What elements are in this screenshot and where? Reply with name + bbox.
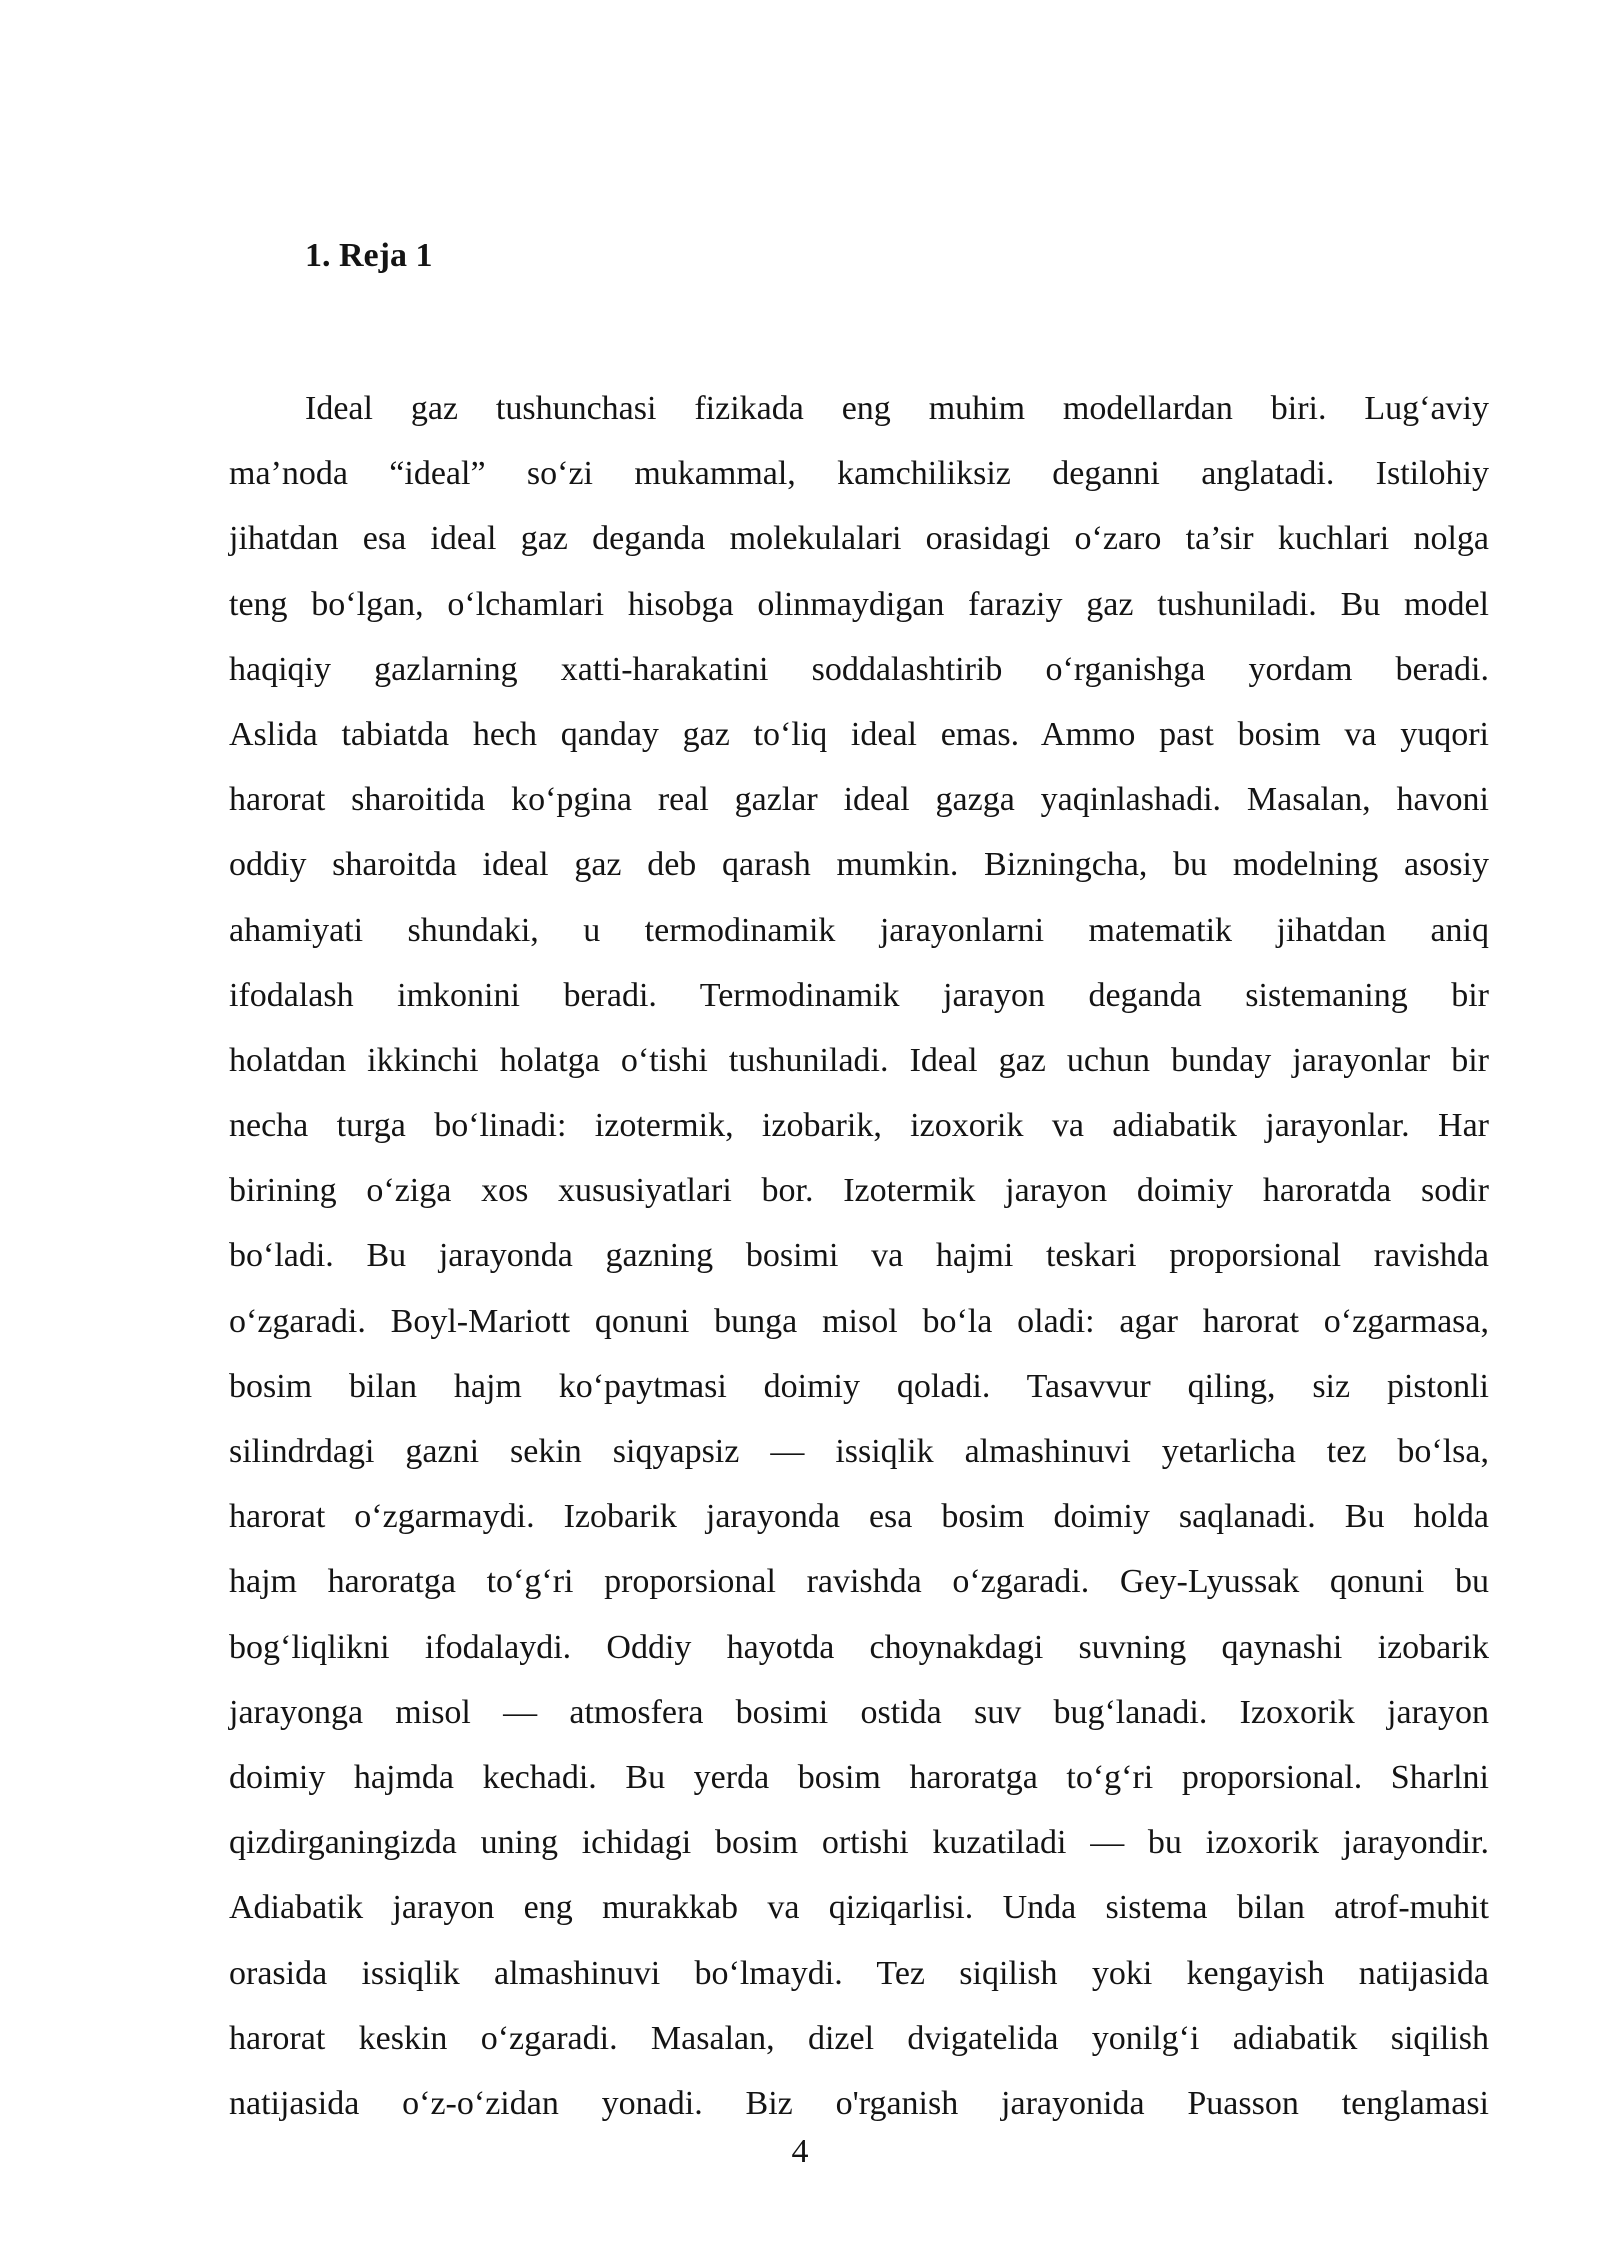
paragraph-line: o‘zgaradi. Boyl-Mariott qonuni bunga misol bo‘la oladi: agar harorat o‘zgarmasa, [229,1302,1489,1340]
paragraph-line: harorat keskin o‘zgaradi. Masalan, dizel dvigatelida yonilg‘i adiabatik siqilish [229,2019,1489,2057]
paragraph-line: hajm haroratga to‘g‘ri proporsional ravishda o‘zgaradi. Gey-Lyussak qonuni bu [229,1563,1489,1601]
paragraph-line: birining o‘ziga xos xususiyatlari bor. Izotermik jarayon doimiy haroratda sodir [229,1172,1489,1210]
body-paragraph [229,376,1489,2136]
paragraph-line: ma’noda “ideal” so‘zi mukammal, kamchiliksiz deganni anglatadi. Istilohiy [229,455,1489,493]
paragraph-line: natijasida o‘z-o‘zidan yonadi. Biz o'rganish jarayonida Puasson tenglamasi [229,2084,1489,2122]
paragraph-line: ifodalash imkonini beradi. Termodinamik jarayon deganda sistemaning bir [229,976,1489,1014]
section-heading: 1. Reja 1 [305,237,433,274]
paragraph-line: teng bo‘lgan, o‘lchamlari hisobga olinmaydigan faraziy gaz tushuniladi. Bu model [229,585,1489,623]
paragraph-line: bog‘liqlikni ifodalaydi. Oddiy hayotda choynakdagi suvning qaynashi izobarik [229,1628,1489,1666]
paragraph-line: bosim bilan hajm ko‘paytmasi doimiy qoladi. Tasavvur qiling, siz pistonli [229,1367,1489,1405]
paragraph-line: bo‘ladi. Bu jarayonda gazning bosimi va hajmi teskari proporsional ravishda [229,1237,1489,1275]
paragraph-line: haqiqiy gazlarning xatti-harakatini soddalashtirib o‘rganishga yordam beradi. [229,650,1489,688]
paragraph-line: jarayonga misol — atmosfera bosimi ostida suv bug‘lanadi. Izoxorik jarayon [229,1693,1489,1731]
paragraph-line: Ideal gaz tushunchasi fizikada eng muhim modellardan biri. Lug‘aviy [305,390,1489,427]
paragraph-line: orasida issiqlik almashinuvi bo‘lmaydi. Tez siqilish yoki kengayish natijasida [229,1954,1489,1992]
paragraph-line: doimiy hajmda kechadi. Bu yerda bosim haroratga to‘g‘ri proporsional. Sharlni [229,1758,1489,1796]
paragraph-line: harorat sharoitida ko‘pgina real gazlar ideal gazga yaqinlashadi. Masalan, havoni [229,781,1489,819]
paragraph-line: ahamiyati shundaki, u termodinamik jarayonlarni matematik jihatdan aniq [229,911,1489,949]
page-number: 4 [791,2133,809,2170]
paragraph-line: Aslida tabiatda hech qanday gaz to‘liq ideal emas. Ammo past bosim va yuqori [229,715,1489,753]
paragraph-line: qizdirganingizda uning ichidagi bosim ortishi kuzatiladi — bu izoxorik jarayondir. [229,1824,1489,1862]
paragraph-line: holatdan ikkinchi holatga o‘tishi tushuniladi. Ideal gaz uchun bunday jarayonlar bir [229,1041,1489,1079]
paragraph-line: harorat o‘zgarmaydi. Izobarik jarayonda esa bosim doimiy saqlanadi. Bu holda [229,1498,1489,1536]
paragraph-line: jihatdan esa ideal gaz deganda molekulalari orasidagi o‘zaro ta’sir kuchlari nolga [229,520,1489,558]
paragraph-line: silindrdagi gazni sekin siqyapsiz — issiqlik almashinuvi yetarlicha tez bo‘lsa, [229,1433,1489,1470]
paragraph-line: necha turga bo‘linadi: izotermik, izobarik, izoxorik va adiabatik jarayonlar. Har [229,1107,1489,1145]
paragraph-line: Adiabatik jarayon eng murakkab va qiziqarlisi. Unda sistema bilan atrof-muhit [229,1889,1489,1927]
paragraph-line: oddiy sharoitda ideal gaz deb qarash mumkin. Bizningcha, bu modelning asosiy [229,846,1489,884]
